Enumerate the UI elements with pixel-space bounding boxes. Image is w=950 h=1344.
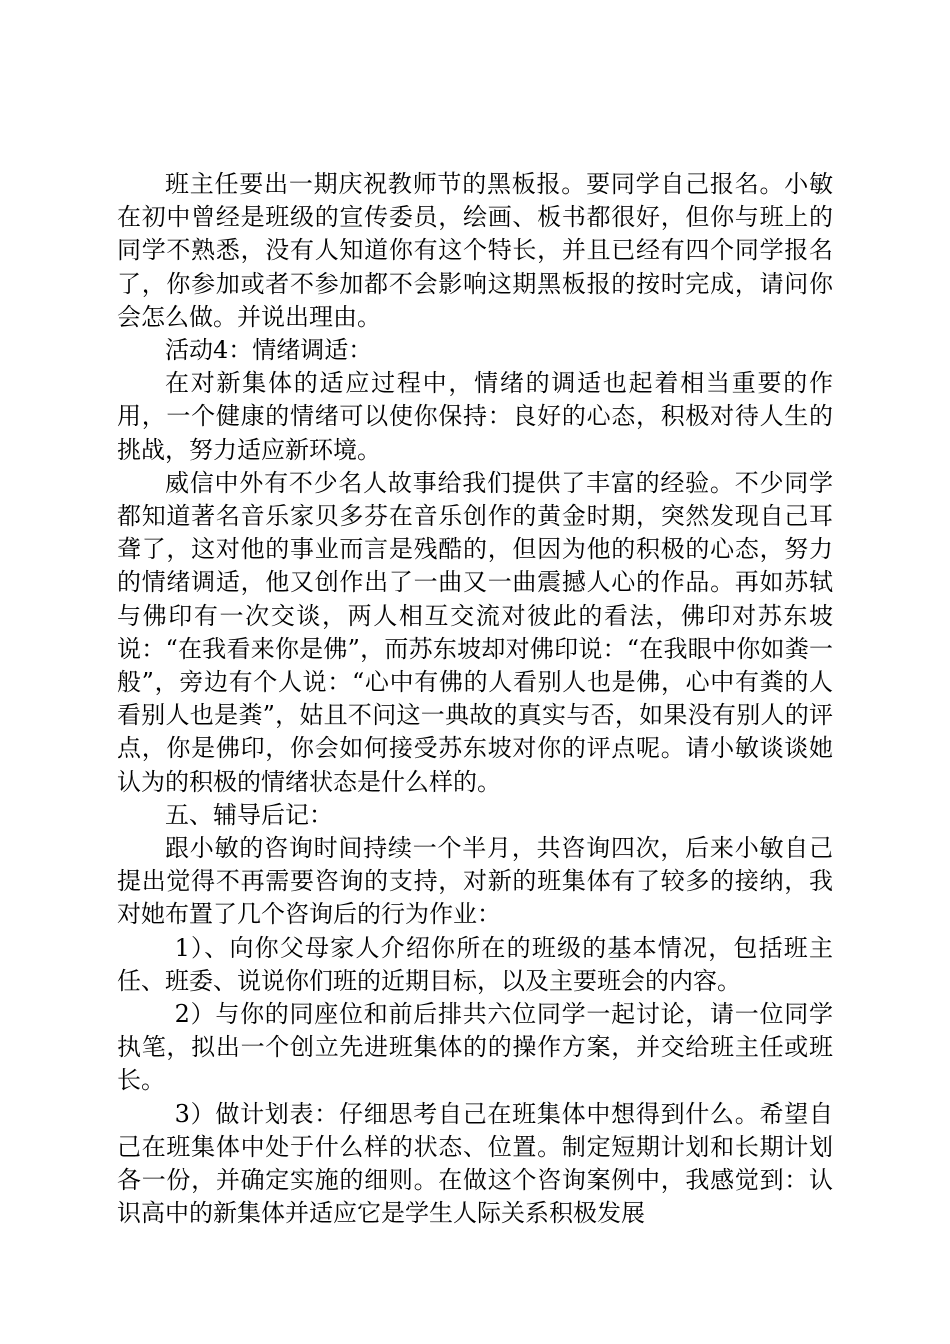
heading-activity-4: 活动4：情绪调适： <box>165 336 373 365</box>
paragraph-famous-stories: 威信中外有不少名人故事给我们提供了丰富的经验。不少同学都知道著名音乐家贝多芬在音乐创作的黄金时期，突然发现自己耳聋了，这对他的事业而言是残酷的，但因为他的积极的心态，努力的情绪调适，他又创作出了一曲又一曲震撼人心的作品。再如苏轼与佛印有一次交谈，两人相互交流对彼此的看法，佛印对苏东坡说：“在我看来你是佛”，而苏东坡却对佛印说：“在我眼中你如粪一般”，旁边有个人说：“心中有佛的人看别人也是佛，心中有粪的人看别人也是粪”，姑且不问这一典故的真实与否，如果没有别人的评点，你是佛印，你会如何接受苏东坡对你的评点呢。请小敏谈谈她认为的积极的情绪状态是什么样的。 <box>117 468 833 796</box>
heading-postscript: 五、辅导后记： <box>165 800 333 829</box>
paragraph-blackboard: 班主任要出一期庆祝教师节的黑板报。要同学自己报名。小敏在初中曾经是班级的宣传委员，绘画、板书都很好，但你与班上的同学不熟悉，没有人知道你有这个特长，并且已经有四个同学报名了，你参加或者不参加都不会影响这期黑板报的按时完成，请问你会怎么做。并说出理由。 <box>117 170 833 331</box>
document-body <box>117 168 833 1231</box>
paragraph-counseling-summary: 跟小敏的咨询时间持续一个半月，共咨询四次，后来小敏自己提出觉得不再需要咨询的支持，对新的班集体有了较多的接纳，我对她布置了几个咨询后的行为作业： <box>117 834 833 929</box>
list-item-homework-3: 3）做计划表：仔细思考自己在班集体中想得到什么。希望自己在班集体中处于什么样的状态、位置。制定短期计划和长期计划各一份，并确定实施的细则。在做这个咨询案例中，我感觉到：认识高中的新集体并适应它是学生人际关系积极发展 <box>117 1099 833 1228</box>
paragraph-emotion-intro: 在对新集体的适应过程中，情绪的调适也起着相当重要的作用，一个健康的情绪可以使你保持：良好的心态，积极对待人生的挑战，努力适应新环境。 <box>117 369 833 464</box>
list-item-homework-1: 1）、向你父母家人介绍你所在的班级的基本情况，包括班主任、班委、说说你们班的近期目标，以及主要班会的内容。 <box>117 933 833 995</box>
list-item-homework-2: 2）与你的同座位和前后排共六位同学一起讨论，请一位同学执笔，拟出一个创立先进班集体的的操作方案，并交给班主任或班长。 <box>117 1000 833 1095</box>
